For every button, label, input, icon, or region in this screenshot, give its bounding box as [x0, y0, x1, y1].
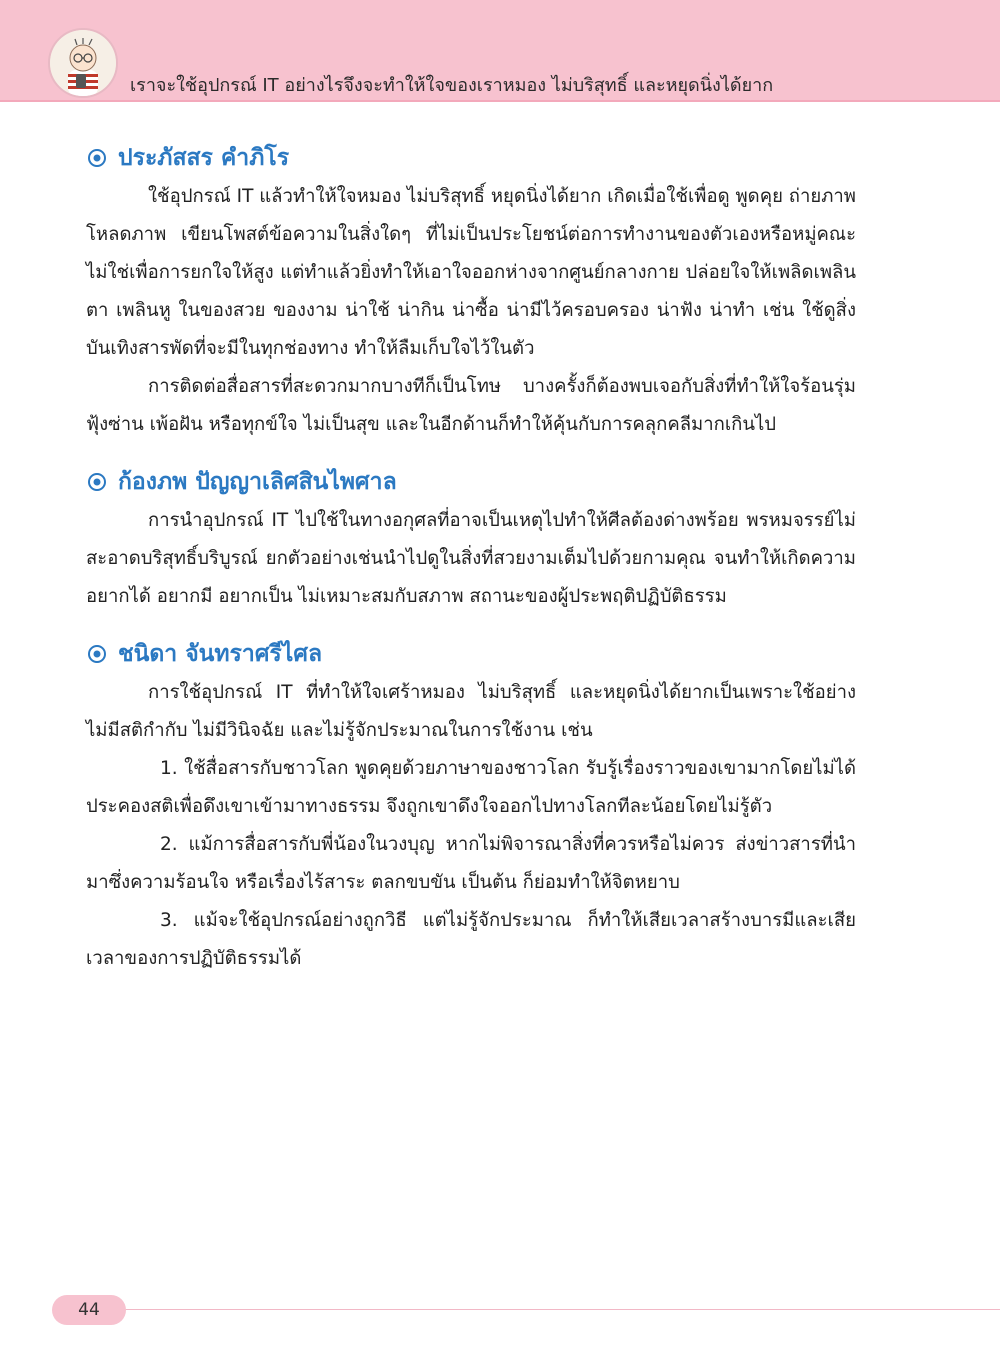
- author-name: ประภัสสร คำภิโร: [118, 145, 290, 171]
- section-title: [86, 462, 856, 502]
- paragraph: การติดต่อสื่อสารที่สะดวกมากบางทีก็เป็นโทษ บางครั้งก็ต้องพบเจอกับสิ่งที่ทำให้ใจร้อนรุ่มฟุ้งซ่าน เพ้อฝัน หรือทุกข์ใจ ไม่เป็นสุข และในอีกด้านก็ทำให้คุ้นกับการคลุกคลีมากเกินไป: [86, 376, 856, 435]
- author-name: ชนิดา จันทราศรีไศล: [118, 641, 323, 667]
- section-prapatsorn: [86, 138, 856, 444]
- page-number: 44: [78, 1300, 100, 1320]
- page-header-title: เราจะใช้อุปกรณ์ IT อย่างไรจึงจะทำให้ใจของเราหมอง ไม่บริสุทธิ์ และหยุดนิ่งได้ยาก: [130, 75, 774, 96]
- article-body: [86, 138, 856, 996]
- author-name: ก้องภพ ปัญญาเลิศสินไพศาล: [118, 469, 397, 495]
- paragraph: ใช้อุปกรณ์ IT แล้วทำให้ใจหมอง ไม่บริสุทธิ์ หยุดนิ่งได้ยาก เกิดเมื่อใช้เพื่อดู พูดคุย ถ่ายภาพ โหลดภาพ เขียนโพสต์ข้อความในสิ่งใดๆ ที่ไม่เป็นประโยชน์ต่อการทำงานของตัวเองหรือหมู่คณะ ไม่ใช่เพื่อการยกใจให้สูง แต่ทำแล้วยิ่งทำให้เอาใจออกห่างจากศูนย์กลางกาย ปล่อยใจให้เพลิดเพลินตา เพลินหู ในของสวย ของงาม น่าใช้ น่ากิน น่าซื้อ น่ามีไว้ครอบครอง น่าฟัง น่าทำ เช่น ใช้ดูสิ่งบันเทิงสารพัดที่จะมีในทุกช่องทาง ทำให้ลืมเก็บใจไว้ในตัว: [86, 186, 856, 359]
- section-title: [86, 634, 856, 674]
- section-kongpop: [86, 462, 856, 616]
- page-number-badge: [52, 1295, 126, 1325]
- list-item: 2. แม้การสื่อสารกับพี่น้องในวงบุญ หากไม่พิจารณาสิ่งที่ควรหรือไม่ควร ส่งข่าวสารที่นำมาซึ่งความร้อนใจ หรือเรื่องไร้สาระ ตลกขบขัน เป็นต้น ก็ย่อมทำให้จิตหยาบ: [86, 834, 856, 893]
- target-bullet-icon: [86, 147, 108, 169]
- cartoon-monk-avatar-icon: [48, 28, 118, 98]
- section-chanida: [86, 634, 856, 978]
- target-bullet-icon: [86, 643, 108, 665]
- target-bullet-icon: [86, 471, 108, 493]
- list-item: 1. ใช้สื่อสารกับชาวโลก พูดคุยด้วยภาษาของชาวโลก รับรู้เรื่องราวของเขามากโดยไม่ได้ประคองสติเพื่อดึงเขาเข้ามาทางธรรม จึงถูกเขาดึงใจออกไปทางโลกทีละน้อยโดยไม่รู้ตัว: [86, 758, 856, 817]
- section-title: [86, 138, 856, 178]
- footer-divider: [120, 1309, 1000, 1310]
- list-item: 3. แม้จะใช้อุปกรณ์อย่างถูกวิธี แต่ไม่รู้จักประมาณ ก็ทำให้เสียเวลาสร้างบารมีและเสียเวลาของการปฏิบัติธรรมได้: [86, 910, 856, 969]
- paragraph: การนำอุปกรณ์ IT ไปใช้ในทางอกุศลที่อาจเป็นเหตุไปทำให้ศีลต้องด่างพร้อย พรหมจรรย์ไม่สะอาดบริสุทธิ์บริบูรณ์ ยกตัวอย่างเช่นนำไปดูในสิ่งที่สวยงามเต็มไปด้วยกามคุณ จนทำให้เกิดความอยากได้ อยากมี อยากเป็น ไม่เหมาะสมกับสภาพ สถานะของผู้ประพฤติปฏิบัติธรรม: [86, 510, 856, 607]
- header-divider: [0, 100, 1000, 102]
- paragraph: การใช้อุปกรณ์ IT ที่ทำให้ใจเศร้าหมอง ไม่บริสุทธิ์ และหยุดนิ่งได้ยากเป็นเพราะใช้อย่างไม่มีสติกำกับ ไม่มีวินิจฉัย และไม่รู้จักประมาณในการใช้งาน เช่น: [86, 682, 856, 741]
